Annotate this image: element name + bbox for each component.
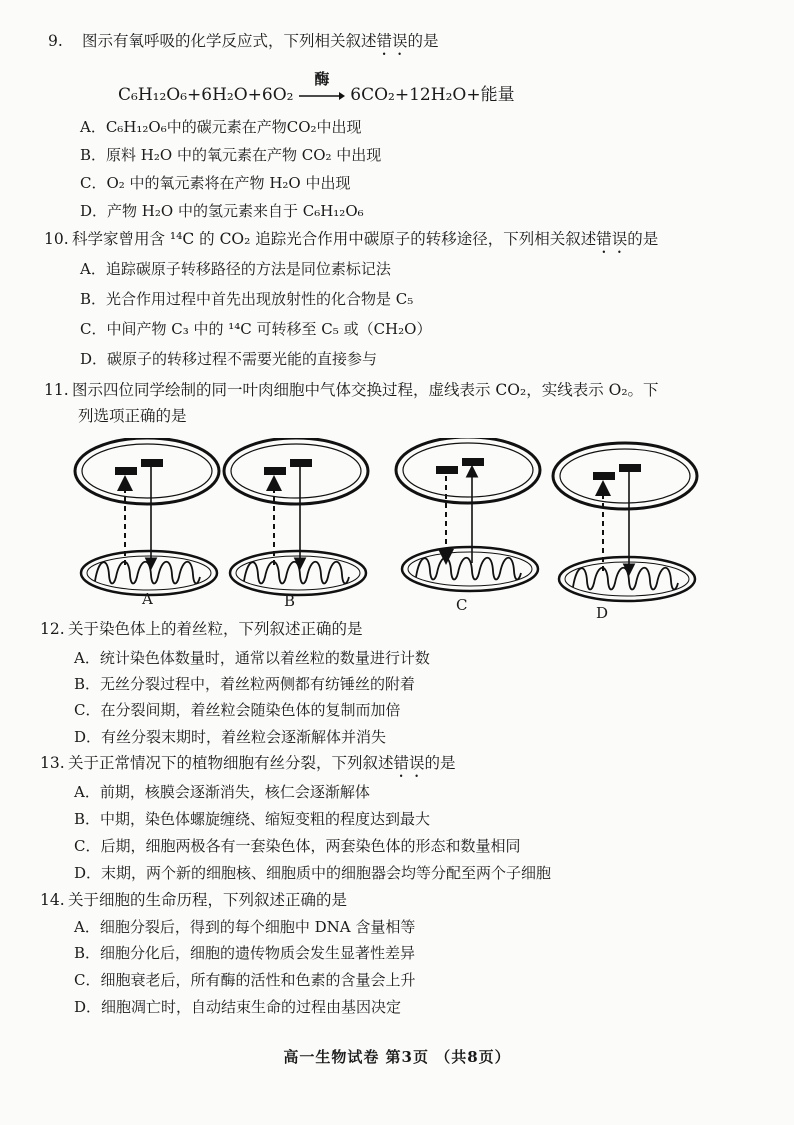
q14-option-a: A．细胞分裂后，得到的每个细胞中 DNA 含量相等 xyxy=(74,918,416,936)
cristae-a xyxy=(95,562,200,584)
q9-option-b: B．原料 H₂O 中的氧元素在产物 CO₂ 中出现 xyxy=(80,146,382,164)
q10-option-c: C．中间产物 C₃ 中的 ¹⁴C 可转移至 C₅ 或（CH₂O） xyxy=(80,320,432,338)
granum-left-c xyxy=(436,466,458,474)
granum-right-d xyxy=(619,464,641,472)
question-14-stem: 14. 关于细胞的生命历程，下列叙述正确的是 xyxy=(40,891,348,909)
q10-option-a: A．追踪碳原子转移路径的方法是同位素标记法 xyxy=(80,260,391,278)
arrow-icon xyxy=(299,91,345,101)
q9-option-c: C．O₂ 中的氧元素将在产物 H₂O 中出现 xyxy=(80,174,351,192)
gas-exchange-diagram xyxy=(70,438,770,628)
granum-right-c xyxy=(462,458,484,466)
granum-left-d xyxy=(593,472,615,480)
mitochondrion-outer-d xyxy=(559,557,695,601)
chloroplast-outer-d xyxy=(553,443,697,509)
q14-option-d: D．细胞凋亡时，自动结束生命的过程由基因决定 xyxy=(74,998,402,1016)
q12-option-b: B．无丝分裂过程中，着丝粒两侧都有纺锤丝的附着 xyxy=(74,675,416,693)
question-9-stem: 9. 图示有氧呼吸的化学反应式，下列相关叙述错误的是 xyxy=(48,32,439,50)
question-13-stem: 13. 关于正常情况下的植物细胞有丝分裂，下列叙述错误的是 xyxy=(40,754,456,772)
mitochondrion-outer-a xyxy=(81,551,217,595)
mitochondrion-outer-b xyxy=(230,551,366,595)
q10-option-d: D．碳原子的转移过程不需要光能的直接参与 xyxy=(80,350,378,368)
q13-option-b: B．中期，染色体螺旋缠绕、缩短变粗的程度达到最大 xyxy=(74,810,431,828)
q12-option-a: A．统计染色体数量时，通常以着丝粒的数量进行计数 xyxy=(74,649,430,667)
q12-option-c: C．在分裂间期，着丝粒会随染色体的复制而加倍 xyxy=(74,701,401,719)
chloroplast-outer-c xyxy=(396,438,540,503)
cristae-d xyxy=(573,568,678,590)
respiration-equation: C₆H₁₂O₆+6H₂O+6O₂ 酶 6CO₂+12H₂O+能量 xyxy=(118,69,515,105)
question-12-stem: 12. 关于染色体上的着丝粒，下列叙述正确的是 xyxy=(40,620,363,638)
chloroplast-inner-c xyxy=(403,443,533,497)
diagram-label-a: A xyxy=(142,590,153,608)
question-11-stem-line2: 列选项正确的是 xyxy=(78,407,187,425)
question-10-stem: 10. 科学家曾用含 ¹⁴C 的 CO₂ 追踪光合作用中碳原子的转移途径，下列相关叙述错误的是 xyxy=(44,230,659,248)
granum-left-a xyxy=(115,467,137,475)
cristae-c xyxy=(416,558,521,580)
q13-option-a: A．前期，核膜会逐渐消失，核仁会逐渐解体 xyxy=(74,783,370,801)
q14-option-b: B．细胞分化后，细胞的遗传物质会发生显著性差异 xyxy=(74,944,416,962)
q13-option-c: C．后期，细胞两极各有一套染色体，两套染色体的形态和数量相同 xyxy=(74,837,521,855)
page-footer: 高一生物试卷 第3页 （共8页） xyxy=(283,1048,511,1066)
chloroplast-outer-b xyxy=(224,438,368,504)
chloroplast-inner-a xyxy=(82,444,212,498)
granum-right-b xyxy=(290,459,312,467)
question-11-stem-line1: 11. 图示四位同学绘制的同一叶肉细胞中气体交换过程，虚线表示 CO₂，实线表示 O₂。下 xyxy=(44,381,659,399)
chloroplast-outer-a xyxy=(75,438,219,504)
chloroplast-inner-d xyxy=(560,449,690,503)
q13-option-d: D．末期，两个新的细胞核、细胞质中的细胞器会均等分配至两个子细胞 xyxy=(74,864,552,882)
granum-left-b xyxy=(264,467,286,475)
cristae-b xyxy=(244,562,349,584)
reaction-arrow: 酶 xyxy=(299,86,345,106)
diagram-label-d: D xyxy=(596,604,609,622)
q9-option-d: D．产物 H₂O 中的氢元素来自于 C₆H₁₂O₆ xyxy=(80,202,364,220)
chloroplast-inner-b xyxy=(231,444,361,498)
q14-option-c: C．细胞衰老后，所有酶的活性和色素的含量会上升 xyxy=(74,971,416,989)
q9-option-a: A．C₆H₁₂O₆中的碳元素在产物CO₂中出现 xyxy=(80,118,362,136)
granum-right-a xyxy=(141,459,163,467)
diagram-label-c: C xyxy=(456,596,468,614)
q10-option-b: B．光合作用过程中首先出现放射性的化合物是 C₅ xyxy=(80,290,414,308)
q12-option-d: D．有丝分裂末期时，着丝粒会逐渐解体并消失 xyxy=(74,728,387,746)
diagram-label-b: B xyxy=(284,592,296,610)
mitochondrion-outer-c xyxy=(402,547,538,591)
